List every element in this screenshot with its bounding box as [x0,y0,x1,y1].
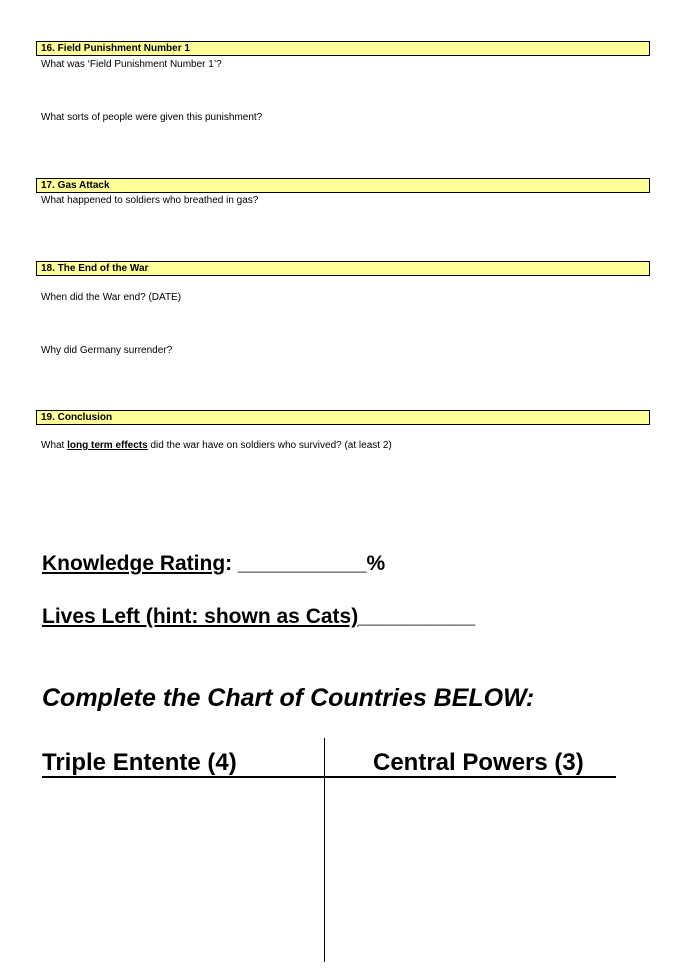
lives-left-label: Lives Left (hint: shown as Cats) [42,605,359,628]
central-powers-heading: Central Powers (3) [373,749,584,776]
knowledge-rating-percent: % [366,552,386,575]
section-17-heading: 17. Gas Attack [36,178,650,193]
question-18a: When did the War end? (DATE) [41,292,182,303]
lives-left [42,604,475,630]
knowledge-rating [42,551,385,577]
chart-title-text: Complete the Chart of Countries BELOW [42,684,526,712]
question-16b: What sorts of people were given this punishment? [41,112,263,123]
question-18b: Why did Germany surrender? [41,345,173,356]
question-19a-start: What [41,440,68,451]
chart-title-colon: : [525,684,535,712]
section-19-heading: 19. Conclusion [36,410,650,425]
chart-header-rule [42,776,616,778]
section-16-heading: 16. Field Punishment Number 1 [36,41,650,56]
triple-entente-heading: Triple Entente (4) [42,749,237,776]
knowledge-rating-colon: : [225,552,233,575]
chart-divider [324,738,325,962]
section-18-heading: 18. The End of the War [36,261,650,276]
lives-left-blank: __________ [358,605,475,628]
knowledge-rating-label: Knowledge Rating [42,552,226,575]
question-16a: What was ‘Field Punishment Number 1’? [41,59,222,70]
chart-title [42,683,534,713]
question-19a [41,440,392,452]
knowledge-rating-blank: ___________ [238,552,367,575]
question-19a-end: did the war have on soldiers who survived? (at least 2) [147,440,392,451]
question-19a-emphasis: long term effects [67,440,148,451]
question-17a: What happened to soldiers who breathed in gas? [41,195,259,206]
